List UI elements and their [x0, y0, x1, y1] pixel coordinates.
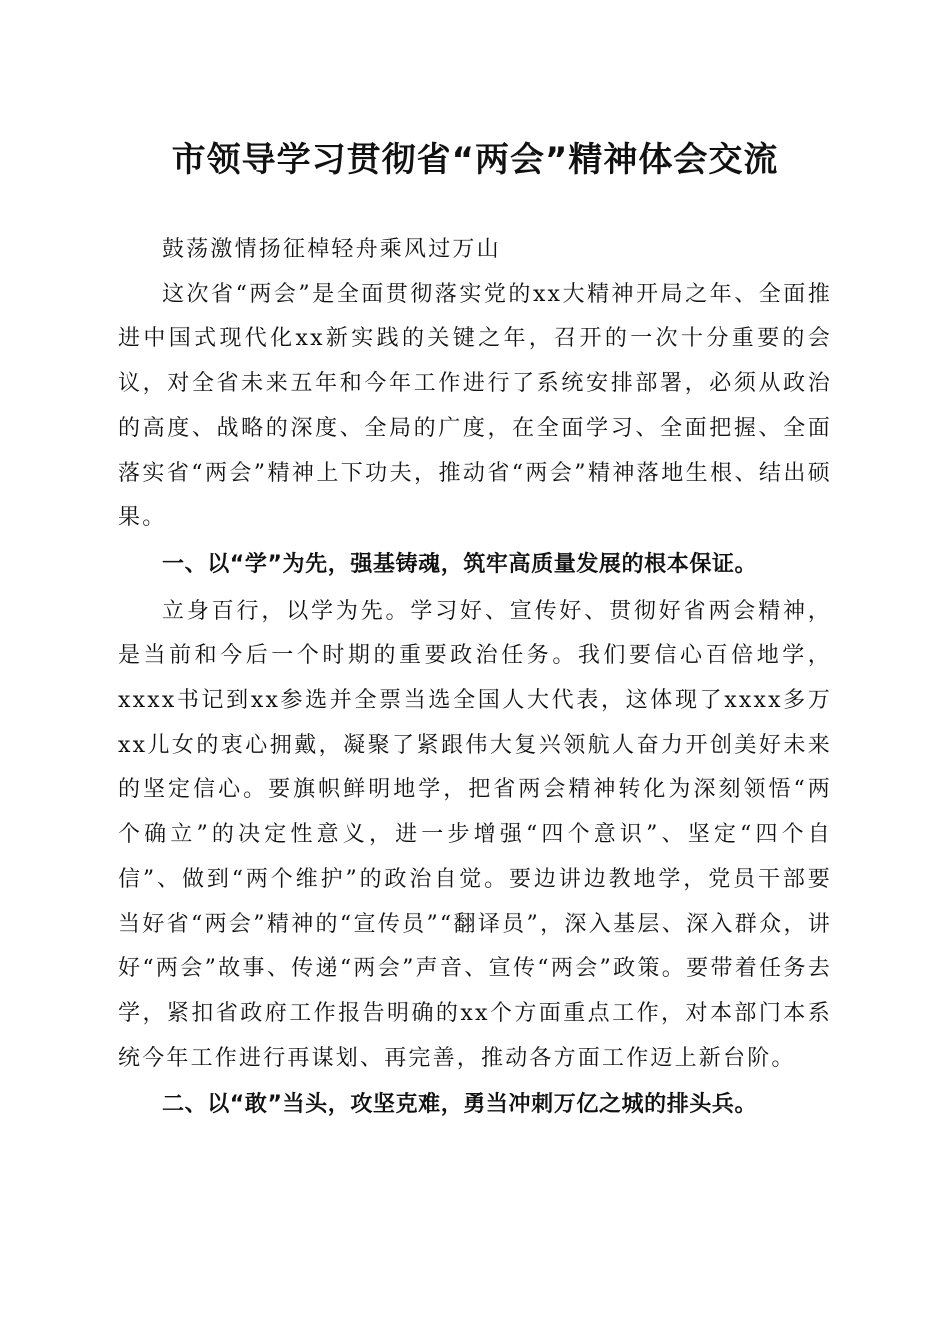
- section-1-heading: 一、以“学”为先，强基铸魂，筑牢高质量发展的根本保证。: [162, 551, 758, 577]
- section-1-paragraph: 立身百行，以学为先。学习好、宣传好、贯彻好省两会精神，是当前和今后一个时期的重要政治任务。我们要信心百倍地学，xxxx书记到xx参选并全票当选全国人大代表，这体现了xxxx多万xx儿女的衷心拥戴，凝聚了紧跟伟大复兴领航人奋力开创美好未来的坚定信心。要旗帜鲜明地学，把省两会精神转化为深刻领悟“两个确立”的决定性意义，进一步增强“四个意识”、坚定“四个自信”、做到“两个维护”的政治自觉。要边讲边教地学，党员干部要当好省“两会”精神的“宣传员”“翻译员”，深入基层、深入群众，讲好“两会”故事、传递“两会”声音、宣传“两会”政策。要带着任务去学，紧扣省政府工作报告明确的xx个方面重点工作，对本部门本系统今年工作进行再谋划、再完善，推动各方面工作迈上新台阶。: [118, 598, 832, 1071]
- document-title: 市领导学习贯彻省“两会”精神体会交流: [171, 140, 779, 180]
- section-2-heading: 二、以“敢”当头，攻坚克难，勇当冲刺万亿之城的排头兵。: [162, 1092, 758, 1118]
- intro-paragraph: 这次省“两会”是全面贯彻落实党的xx大精神开局之年、全面推进中国式现代化xx新实践的关键之年，召开的一次十分重要的会议，对全省未来五年和今年工作进行了系统安排部署，必须从政治的高度、战略的深度、全局的广度，在全面学习、全面把握、全面落实省“两会”精神上下功夫，推动省“两会”精神落地生根、结出硕果。: [118, 281, 832, 531]
- document-body: [118, 228, 832, 1130]
- subtitle-paragraph: 鼓荡激情扬征棹轻舟乘风过万山: [162, 237, 501, 262]
